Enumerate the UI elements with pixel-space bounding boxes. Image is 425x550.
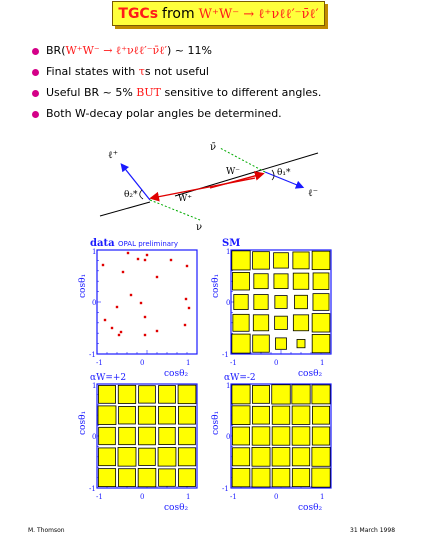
- tick-label: 0: [274, 359, 279, 367]
- x-axis-label: cosθ₂: [298, 369, 323, 379]
- histogram-box: [178, 385, 196, 404]
- data-point: [111, 327, 113, 329]
- data-point: [116, 306, 118, 308]
- histogram-box: [253, 335, 270, 352]
- histogram-box: [252, 468, 270, 487]
- data-point: [102, 264, 104, 266]
- label-nubar: ν̄: [210, 142, 217, 153]
- histogram-box: [179, 427, 196, 444]
- bullet-math: W⁺W⁻ → ℓ⁺νℓℓ′⁻ν̄ℓ′: [65, 44, 167, 57]
- data-point: [130, 294, 132, 296]
- histogram-box: [313, 273, 329, 290]
- data-point: [146, 254, 148, 256]
- panel-title-alpha-minus: αW=-2: [224, 373, 256, 383]
- data-point: [120, 331, 122, 333]
- tick-label: 0: [274, 493, 279, 501]
- histogram-box: [232, 334, 250, 353]
- histogram-box: [297, 339, 305, 347]
- data-point: [156, 276, 158, 278]
- histogram-box: [252, 427, 270, 445]
- histogram-box: [293, 315, 308, 331]
- data-point: [188, 307, 190, 309]
- histogram-box: [275, 296, 287, 309]
- label-l-plus: ℓ⁺: [108, 150, 119, 161]
- data-point: [186, 265, 188, 267]
- histogram-box: [312, 447, 330, 466]
- histogram-box: [178, 469, 195, 487]
- tick-label: 0: [226, 299, 231, 307]
- histogram-box: [232, 385, 250, 404]
- histogram-box: [252, 385, 269, 403]
- label-theta1: θ₁*: [277, 168, 291, 178]
- histogram-box: [98, 469, 115, 487]
- histogram-box: [275, 316, 288, 329]
- data-point: [144, 316, 146, 318]
- histogram-box: [312, 314, 330, 332]
- histogram-box: [99, 427, 116, 444]
- tick-label: -1: [96, 359, 103, 367]
- panel-title-sm: SM: [222, 238, 241, 249]
- histogram-box: [232, 448, 249, 466]
- histogram-box: [253, 315, 268, 331]
- panel-frame: [97, 250, 197, 354]
- footer-author: M. Thomson: [28, 527, 65, 534]
- y-axis-label: cosθ₁: [78, 273, 88, 298]
- histogram-box: [138, 468, 156, 486]
- tick-label: 1: [92, 382, 97, 390]
- histogram-box: [232, 427, 249, 445]
- label-l-minus: ℓ⁻: [308, 188, 319, 199]
- bullet-text: Final states with: [46, 65, 139, 78]
- tick-label: 1: [320, 493, 325, 501]
- histogram-box: [276, 338, 287, 349]
- tick-label: 1: [186, 359, 191, 367]
- label-theta2: θ₂*: [124, 190, 138, 200]
- histogram-box: [292, 406, 310, 424]
- histogram-box: [312, 385, 330, 404]
- data-point: [184, 324, 186, 326]
- histogram-box: [272, 406, 290, 424]
- tick-label: 1: [320, 359, 325, 367]
- histogram-box: [158, 448, 176, 467]
- histogram-box: [98, 386, 115, 404]
- histogram-box: [312, 334, 330, 352]
- bullet-text: Useful BR ~ 5%: [46, 86, 137, 99]
- histogram-box: [292, 385, 310, 404]
- histogram-box: [233, 272, 250, 290]
- histogram-box: [118, 385, 135, 403]
- x-axis-label: cosθ₂: [298, 503, 323, 513]
- tick-label: 0: [92, 433, 97, 441]
- histogram-box: [272, 385, 291, 404]
- bullet-text: ) ~ 11%: [166, 44, 212, 57]
- tick-label: 1: [226, 382, 231, 390]
- histogram-box: [98, 448, 115, 466]
- tick-label: 0: [140, 493, 145, 501]
- histogram-box: [159, 427, 176, 444]
- histogram-box: [232, 251, 250, 270]
- bullet-text: Both W-decay polar angles be determined.: [46, 107, 282, 120]
- histogram-box: [232, 468, 250, 486]
- tick-label: 1: [92, 248, 97, 256]
- histogram-box: [139, 448, 156, 465]
- tick-label: -1: [230, 493, 237, 501]
- tick-label: 1: [226, 248, 231, 256]
- data-point: [156, 330, 158, 332]
- histogram-box: [274, 274, 288, 289]
- histogram-box: [159, 469, 176, 486]
- x-axis-label: cosθ₂: [164, 503, 189, 513]
- data-point: [122, 271, 124, 273]
- tick-label: -1: [89, 351, 96, 359]
- tick-label: 1: [186, 493, 191, 501]
- histogram-box: [293, 252, 309, 269]
- histogram-box: [295, 295, 308, 308]
- histogram-box: [292, 469, 309, 487]
- data-point: [104, 319, 106, 321]
- tick-label: 0: [92, 299, 97, 307]
- footer-date: 31 March 1998: [350, 527, 396, 534]
- label-nu: ν: [196, 222, 203, 233]
- histogram-box: [118, 447, 136, 466]
- histogram-box: [98, 406, 116, 425]
- y-axis-label: cosθ₁: [211, 410, 221, 435]
- histogram-box: [272, 448, 290, 467]
- histogram-box: [313, 294, 329, 311]
- data-point: [144, 259, 146, 261]
- histogram-box: [119, 406, 136, 424]
- histogram-box: [234, 294, 248, 309]
- histogram-box: [159, 386, 176, 404]
- tick-label: -1: [230, 359, 237, 367]
- tick-label: -1: [222, 485, 229, 493]
- histogram-box: [232, 406, 250, 425]
- data-point: [137, 258, 139, 260]
- data-point: [140, 302, 142, 304]
- histogram-box: [178, 448, 195, 466]
- histogram-box: [252, 406, 269, 424]
- label-w-minus: W⁻: [226, 167, 241, 177]
- tick-label: -1: [89, 485, 96, 493]
- bullet-text: s not useful: [144, 65, 209, 78]
- histogram-box: [293, 273, 309, 289]
- histogram-box: [312, 406, 329, 424]
- histogram-box: [233, 314, 249, 331]
- histogram-box: [272, 427, 290, 445]
- panel-title-data: data: [90, 238, 115, 249]
- histogram-box: [312, 251, 330, 269]
- data-point: [185, 298, 187, 300]
- y-axis-label: cosθ₁: [211, 273, 221, 298]
- histogram-box: [274, 253, 289, 268]
- bullet-text: sensitive to different angles.: [161, 86, 322, 99]
- y-axis-label: cosθ₁: [78, 410, 88, 435]
- histogram-box: [119, 427, 136, 444]
- tick-label: -1: [96, 493, 103, 501]
- histogram-box: [292, 448, 309, 466]
- title-prefix: TGCs: [118, 5, 159, 22]
- histogram-box: [292, 427, 310, 445]
- histogram-box: [118, 469, 135, 487]
- histogram-box: [252, 447, 270, 466]
- title-from: from: [162, 5, 195, 22]
- data-point: [170, 259, 172, 261]
- panel-title-alpha-plus: αW=+2: [90, 373, 127, 383]
- title-process: W⁺W⁻ → ℓ⁺νℓℓ′⁻ν̄ℓ′: [198, 6, 319, 22]
- panel-note-opal: OPAL preliminary: [118, 240, 179, 248]
- histogram-box: [139, 427, 156, 445]
- histogram-box: [178, 406, 195, 424]
- label-w-plus: W⁺: [178, 194, 193, 204]
- data-point: [127, 252, 129, 254]
- tick-label: -1: [222, 351, 229, 359]
- histogram-box: [138, 406, 155, 424]
- tick-label: 0: [140, 359, 145, 367]
- x-axis-label: cosθ₂: [164, 369, 189, 379]
- tick-label: 0: [226, 433, 231, 441]
- histogram-box: [139, 386, 156, 403]
- bullet-math: τ: [138, 65, 145, 78]
- data-point: [144, 334, 146, 336]
- histogram-box: [254, 295, 268, 310]
- bullet-text: BR(: [46, 44, 66, 57]
- histogram-box: [312, 427, 329, 445]
- bullet-math: BUT: [136, 86, 161, 99]
- data-point: [118, 334, 120, 336]
- histogram-box: [254, 274, 268, 289]
- histogram-box: [159, 406, 176, 424]
- histogram-box: [253, 252, 270, 269]
- histogram-box: [272, 468, 290, 486]
- histogram-box: [312, 468, 330, 487]
